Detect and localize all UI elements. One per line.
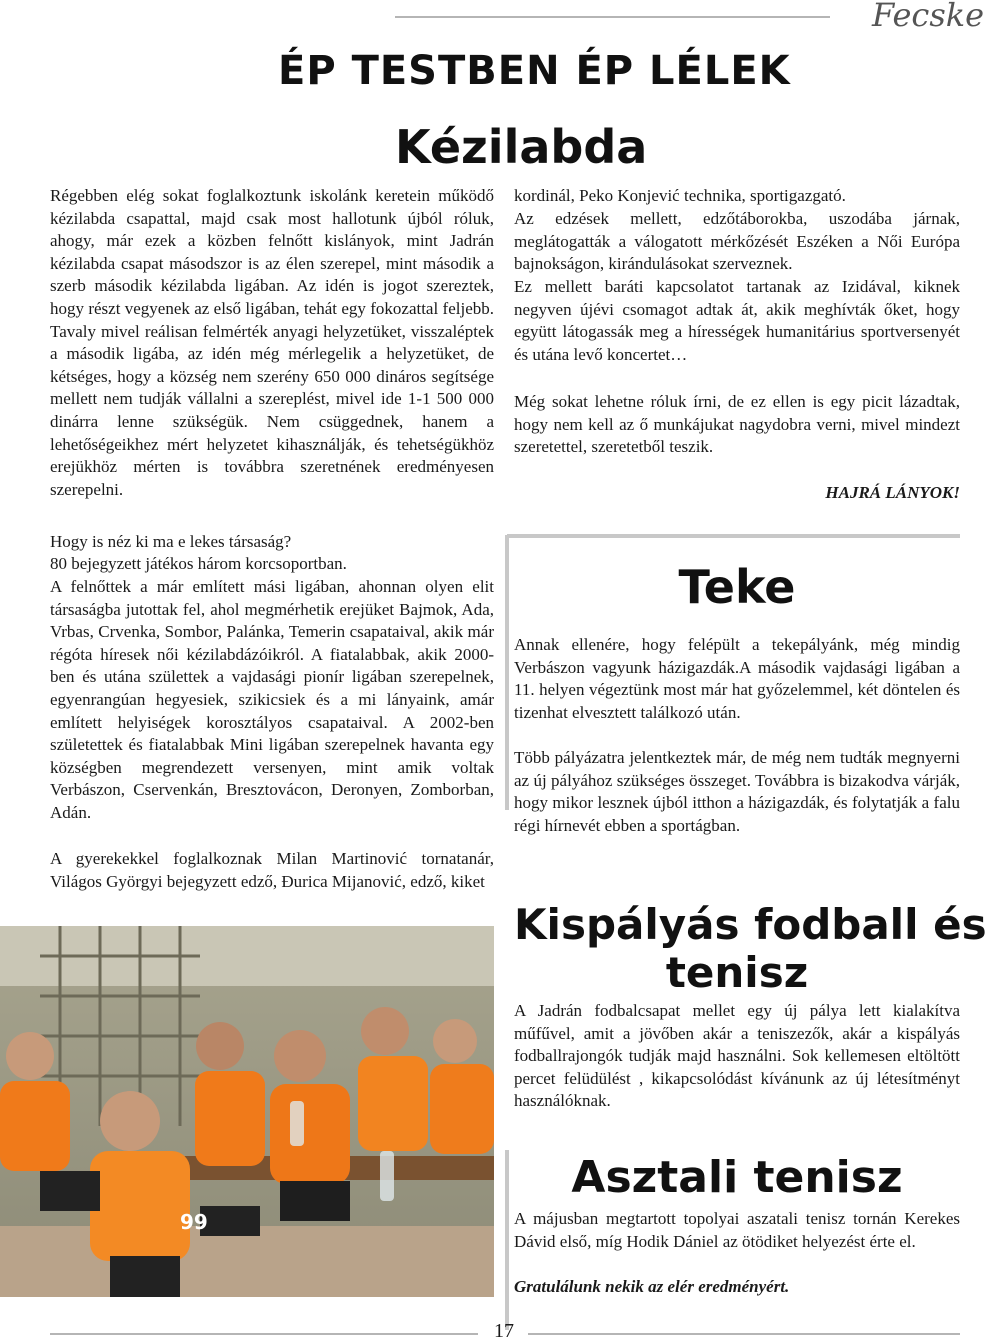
kezilabda-paragraph-1: Régebben elég sokat foglalkoztunk iskolánk keretein működő kézilabda csapattal, majd csak most hallotunk újból róluk, ahogy, már ezek a közben felnőtt kislányok, mint Jadrán kézilabda csapat másodszor is az élen szerepel, mint második a szerb második kézilabda ligában. Az idén is jogot szereztek, hogy részt vegyenek az első ligában, tehát egy fokozattal feljebb. Tavaly mivel reálisan felmérték anyagi helyzetüket, visszaléptek a második ligába, az idén még mérlegelik a helyzetüket, de kétséges, hogy a község nem szerény 650 000 dináros segítsége mellett nem tudják vállalni a szereplést, mivel ide 1-1 500 000 dinárra lenne szükségük. Nem csüggednek, hanem a lehetőségeikhez mért helyzetet kihasználják, és tehetségükhöz erejükhöz mérten is továbbra szeretnének eredményesen szerepelni. <box>50 186 494 499</box>
section-title-kispalyas-line-2: tenisz <box>665 948 809 997</box>
kezilabda-player-count: 80 bejegyzett játékos három korcsoportban. <box>50 554 347 573</box>
column-divider-top <box>505 535 509 810</box>
kezilabda-right-paragraph-4: Még sokat lehetne róluk írni, de ez ellen is egy picit lázadtak, hogy nem kell az ő munkájukat nagydobra verni, mivel mindezt szeretettel, szeretetből teszik. <box>514 392 960 457</box>
page-number: 17 <box>494 1320 514 1342</box>
section-title-kezilabda: Kézilabda <box>395 120 648 174</box>
asztali-paragraph: A májusban megtartott topolyai aszatali tenisz tornán Kerekes Dávid első, míg Hodik Dániel az ötödiket helyezést érte el. <box>514 1209 960 1251</box>
footer-rule-left <box>50 1333 478 1335</box>
section-title-asztali-tenisz: Asztali tenisz <box>571 1152 903 1203</box>
kezilabda-right-paragraph-2: Az edzések mellett, edzőtáborokba, uszodába járnak, meglátogatták a válogatott mérkőzését Eszéken a Női Európa bajnokságon, kirándulásokat szerveznek. <box>514 209 960 274</box>
kezilabda-right-paragraph-3: Ez mellett baráti kapcsolatot tartanak az Izidával, kiknek negyven újévi csomagot adtak át, akik meghívták őket, hogy együtt látogassák meg a hírességek humanitárius sportversenyét és utána levő koncertet… <box>514 277 960 364</box>
footer-rule-right <box>528 1333 960 1335</box>
main-title: ÉP TESTBEN ÉP LÉLEK <box>278 48 791 94</box>
column-divider-bottom <box>505 1150 509 1330</box>
section-title-teke: Teke <box>678 560 796 614</box>
kezilabda-question: Hogy is néz ki ma e lekes társaság? <box>50 532 292 551</box>
kezilabda-right-line-1: kordinál, Peko Konjević technika, sportigazgató. <box>514 186 846 205</box>
kezilabda-paragraph-2: A felnőttek a már említett mási ligában, ahonnan olyen elit társaságba jutottak fel, ahol megmérhetik erejüket Bajmok, Ada, Vrbas, Crvenka, Sombor, Palánka, Temerin csapataival, akik már régóta híresek női kézilabdázóikról. A fiatalabbak, akik 2000- ben és utána születtek a vajdasági pionír ligában szerepelnek, egyenrangúan hegyesiek, szikicsiek és a mi lányaink, amár említett helyiségek korosztályos csapataival. A 2002-ben születettek és fiatalabbak Mini ligában szerepelnek havanta egy községben megrendezett versenyen, mint amik voltak Verbászon, Cservenkán, Bresztovácon, Deronyen, Zomborban, Adán. <box>50 577 494 822</box>
team-photo-illustration <box>0 926 494 1297</box>
teke-box-top-rule <box>507 534 960 538</box>
kezilabda-paragraph-3: A gyerekekkel foglalkoznak Milan Martinović tornatanár, Világos Györgyi bejegyzett edző, Đurica Mijanović, edző, kiket <box>50 849 494 891</box>
teke-paragraph-2: Több pályázatra jelentkeztek már, de még nem tudták megnyerni az új pályához szükséges összeget. Továbbra is bizakodva várják, hogy mikor lesznek újból itthon a házigazdák, és folytatják a falu régi hírnevét ebben a sportágban. <box>514 748 960 835</box>
cheer-text: HAJRÁ LÁNYOK! <box>825 483 960 502</box>
brand-name: Fecske <box>872 0 985 34</box>
section-title-kispalyas-line-1: Kispályás fodball és <box>514 900 987 949</box>
kispalyas-paragraph: A Jadrán fodbalcsapat mellet egy új pálya lett kialakítva műfűvel, amit a jövőben akár a teniszezők, akár a kispályás fodballrajongók tudják majd használni. Sok kellemesen eltöltött percet felüdülést , kikapcsolódást kívánunk az új létesítményt használóknak. <box>514 1001 960 1111</box>
header-rule <box>395 16 830 18</box>
asztali-congratulations: Gratulálunk nekik az elér eredményért. <box>514 1277 790 1296</box>
teke-paragraph-1: Annak ellenére, hogy felépült a tekepályánk, még mindig Verbászon vagyunk házigazdák.A második vajdasági ligában a 11. helyen végeztünk most már hat győzelemmel, két döntelen és tizenhat elvesztett találkozó után. <box>514 635 960 722</box>
jersey-number: 99 <box>180 1210 208 1234</box>
team-photo <box>0 926 494 1297</box>
